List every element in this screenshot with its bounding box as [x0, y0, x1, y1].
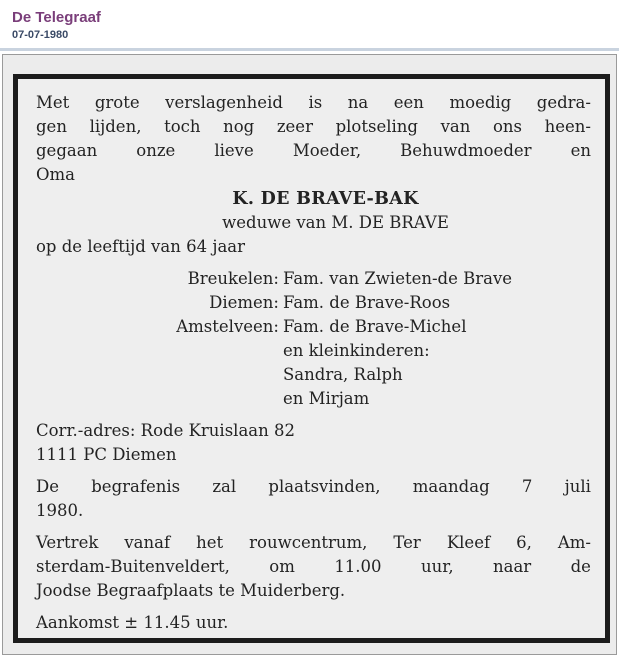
family-name: en kleinkinderen: [283, 341, 430, 360]
address-line-2: 1111 PC Diemen [36, 445, 177, 464]
deceased-name: K. DE BRAVE-BAK [232, 189, 419, 209]
funeral-line-1: De begrafenis zal plaatsvinden, maandag 7 juli [36, 477, 591, 496]
address-line-1: Corr.-adres: Rode Kruislaan 82 [36, 421, 295, 440]
family-row [36, 267, 591, 291]
departure-line-3: Joodse Begraafplaats te Muiderberg. [36, 581, 346, 600]
age-line: op de leeftijd van 64 jaar [36, 237, 246, 256]
notice-border [13, 74, 610, 643]
family-name: Fam. de Brave-Roos [283, 293, 451, 312]
arrival-line: Aankomst ± 11.45 uur. [36, 613, 229, 632]
family-name: Sandra, Ralph [283, 365, 403, 384]
family-place: Breukelen: [187, 269, 279, 288]
family-name: en Mirjam [283, 389, 370, 408]
intro-line-3: gegaan onze lieve Moeder, Behuwdmoeder en [36, 141, 591, 160]
family-row [36, 315, 591, 339]
obituary-notice [36, 91, 591, 635]
intro-line-2: gen lijden, toch nog zeer plotseling van ons heen- [36, 117, 591, 136]
publication-date: 07-07-1980 [12, 29, 69, 41]
family-place [36, 363, 283, 387]
family-place: Diemen: [209, 293, 279, 312]
family-name: Fam. de Brave-Michel [283, 317, 467, 336]
funeral-line-2: 1980. [36, 501, 84, 520]
scanned-clipping [2, 54, 617, 655]
family-row [36, 291, 591, 315]
family-place: Amstelveen: [176, 317, 279, 336]
intro-line-1: Met grote verslagenheid is na een moedig gedra- [36, 93, 591, 112]
family-name: Fam. van Zwieten-de Brave [283, 269, 513, 288]
family-row [36, 339, 591, 363]
widow-of-line: weduwe van M. DE BRAVE [222, 213, 449, 232]
family-row [36, 387, 591, 411]
departure-line-1: Vertrek vanaf het rouwcentrum, Ter Kleef 6, Am- [36, 533, 591, 552]
family-place [36, 339, 283, 363]
intro-line-4: Oma [36, 165, 76, 184]
family-row [36, 363, 591, 387]
family-place [36, 387, 283, 411]
departure-line-2: sterdam-Buitenveldert, om 11.00 uur, naar de [36, 557, 591, 576]
source-header [0, 0, 619, 51]
newspaper-title: De Telegraaf [12, 9, 101, 26]
